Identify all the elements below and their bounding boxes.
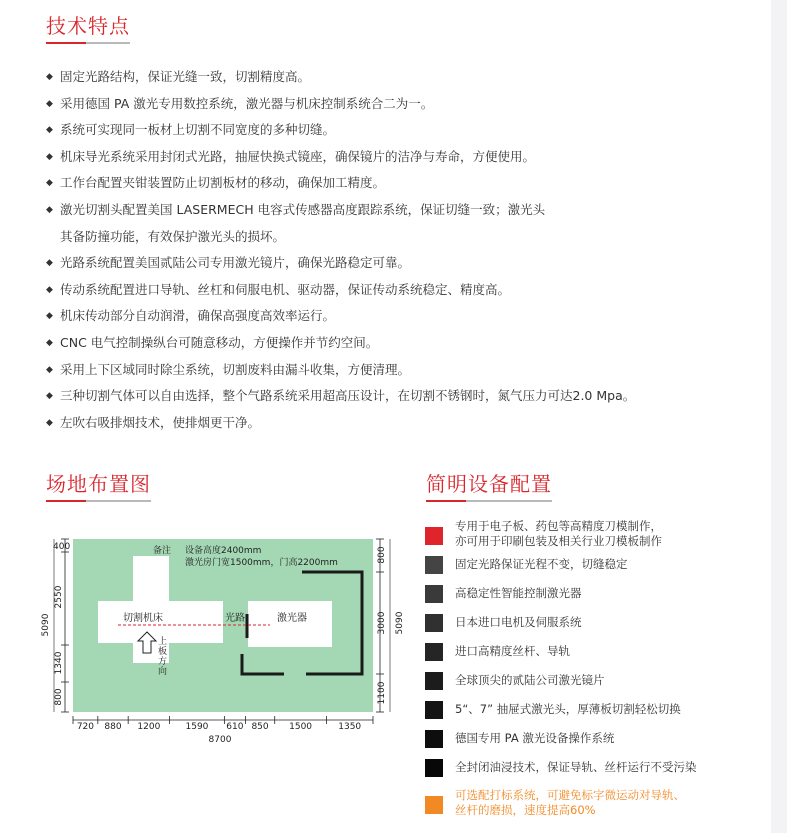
floor-plan	[40, 534, 405, 749]
feature-text: 采用德国 PA 激光专用数控系统，激光器与机床控制系统合二为一。	[60, 95, 434, 111]
feature-item	[46, 170, 746, 197]
cutting-machine-label: 切割机床	[123, 613, 163, 624]
feature-item	[46, 224, 746, 251]
bullet-icon: ◆	[46, 337, 53, 348]
feature-item	[46, 330, 746, 357]
color-square-icon	[425, 796, 443, 814]
feature-text: 机床导光系统采用封闭式光路，抽屉快换式镜座，确保镜片的洁净与寿命，方便使用。	[60, 148, 536, 164]
feature-text: 三种切割气体可以自由选择，整个气路系统采用超高压设计，在切割不锈钢时，氮气压力可达2.0 Mpa。	[60, 388, 636, 404]
features-title: 技术特点	[46, 10, 130, 44]
color-square-icon	[425, 759, 443, 777]
right-total-dim: 5090	[395, 611, 405, 635]
bullet-icon: ◆	[46, 311, 53, 322]
feature-item	[46, 250, 746, 277]
bullet-icon: ◆	[46, 417, 53, 428]
feature-text: CNC 电气控制操纵台可随意移动，方便操作并节约空间。	[60, 334, 379, 350]
bottom-dim: 850	[251, 722, 269, 732]
equipment-text	[455, 760, 697, 775]
feature-item	[46, 144, 746, 171]
feature-item	[46, 357, 746, 384]
equipment-text	[455, 788, 685, 818]
equipment-text-line: 5“、7” 抽屉式激光头，厚薄板切割轻松切换	[455, 702, 681, 716]
bullet-icon: ◆	[46, 364, 53, 375]
bottom-total-dim: 8700	[208, 735, 232, 745]
feature-text: 采用上下区域同时除尘系统，切割废料由漏斗收集，方便清理。	[60, 361, 411, 377]
feature-item	[46, 91, 746, 118]
equipment-text-line: 可选配打标系统，可避免标字微运动对导轨、	[455, 788, 685, 802]
color-square-icon	[425, 614, 443, 632]
feature-text: 左吹右吸排烟技术，使排烟更干净。	[60, 414, 261, 430]
laser-label: 激光器	[277, 613, 307, 624]
note-height: 设备高度2400mm	[185, 546, 262, 556]
color-square-icon	[425, 556, 443, 574]
right-dim-3: 1100	[377, 681, 387, 705]
feature-text: 激光切割头配置美国 LASERMECH 电容式传感器高度跟踪系统，保证切缝一致；激光头	[60, 201, 546, 217]
bullet-icon: ◆	[46, 178, 53, 189]
note-door: 激光房门宽1500mm，门高2200mm	[185, 558, 338, 568]
equipment-text-line: 全封闭油浸技术，保证导轨、丝杆运行不受污染	[455, 760, 697, 774]
feature-item	[46, 277, 746, 304]
color-square-icon	[425, 672, 443, 690]
bullet-icon: ◆	[46, 204, 53, 215]
feature-text: 工作台配置夹钳装置防止切割板材的移动，确保加工精度。	[60, 175, 386, 191]
equipment-text	[455, 702, 681, 717]
equipment-text-line: 丝杆的磨损，速度提高60%	[455, 803, 596, 817]
bottom-dim: 1590	[185, 722, 209, 732]
left-dim-4: 800	[54, 688, 64, 706]
feature-item	[46, 303, 746, 330]
feature-text: 其备防撞功能，有效保护激光头的损坏。	[60, 228, 286, 244]
feature-text: 系统可实现同一板材上切割不同宽度的多种切缝。	[60, 122, 336, 138]
bullet-icon: ◆	[46, 258, 53, 269]
feature-item	[46, 383, 746, 410]
right-dim-1: 800	[377, 546, 387, 564]
left-dim-2: 2550	[54, 585, 64, 609]
feature-text: 光路系统配置美国贰陆公司专用激光镜片，确保光路稳定可靠。	[60, 255, 411, 271]
feed-direction-label: 上板方向	[158, 637, 168, 677]
bullet-icon: ◆	[46, 98, 53, 109]
bottom-dim: 880	[104, 722, 122, 732]
color-square-icon	[425, 585, 443, 603]
color-square-icon	[425, 730, 443, 748]
left-dim-1: 400	[53, 542, 71, 552]
bullet-icon: ◆	[46, 125, 53, 136]
equipment-text-line: 固定光路保证光程不变，切缝稳定	[455, 557, 628, 571]
right-edge-strip	[771, 0, 787, 833]
laser-shape	[248, 601, 332, 647]
equipment-text-line: 德国专用 PA 激光设备操作系统	[455, 731, 615, 745]
left-dim-3: 1340	[54, 651, 64, 675]
bottom-dim: 1500	[289, 722, 313, 732]
feature-text: 传动系统配置进口导轨、丝杠和伺服电机、驱动器，保证传动系统稳定、精度高。	[60, 281, 511, 297]
feature-text: 固定光路结构，保证光缝一致，切割精度高。	[60, 69, 311, 84]
light-path-label: 光路	[225, 613, 245, 624]
equipment-text-line: 专用于电子板、药包等高精度刀模制作，	[455, 519, 662, 533]
equipment-text	[455, 673, 605, 688]
bullet-icon: ◆	[46, 391, 53, 402]
bottom-dim: 1350	[338, 722, 362, 732]
equipment-text	[455, 615, 582, 630]
equipment-text	[455, 644, 570, 659]
bottom-dim: 720	[76, 722, 94, 732]
equipment-title: 简明设备配置	[426, 468, 552, 502]
feature-item	[46, 117, 746, 144]
equipment-text-line: 进口高精度丝杆、导轨	[455, 644, 570, 658]
equipment-text	[455, 519, 662, 549]
color-square-icon	[425, 643, 443, 661]
equipment-text	[455, 731, 614, 746]
bullet-icon: ◆	[46, 151, 53, 162]
note-label: 备注	[153, 546, 172, 556]
feature-item	[46, 410, 746, 437]
color-square-icon	[425, 701, 443, 719]
features-list	[46, 64, 746, 436]
feature-item	[46, 64, 746, 91]
layout-plan-title: 场地布置图	[46, 468, 151, 502]
bullet-icon: ◆	[46, 284, 53, 295]
equipment-text-line: 亦可用于印刷包装及相关行业刀模板制作	[455, 534, 662, 548]
bottom-dim: 1200	[137, 722, 161, 732]
feature-text: 机床传动部分自动润滑，确保高强度高效率运行。	[60, 308, 336, 324]
feature-item	[46, 197, 746, 224]
bullet-icon: ◆	[46, 72, 53, 82]
equipment-text-line: 全球顶尖的贰陆公司激光镜片	[455, 673, 605, 687]
equipment-text-line: 日本进口电机及伺服系统	[455, 615, 582, 629]
color-square-icon	[425, 527, 443, 545]
left-total-dim: 5090	[41, 613, 51, 637]
equipment-text	[455, 557, 628, 572]
equipment-text	[455, 586, 582, 601]
right-dim-2: 3000	[377, 611, 387, 635]
bottom-dim: 610	[226, 722, 244, 732]
equipment-text-line: 高稳定性智能控制激光器	[455, 586, 582, 600]
